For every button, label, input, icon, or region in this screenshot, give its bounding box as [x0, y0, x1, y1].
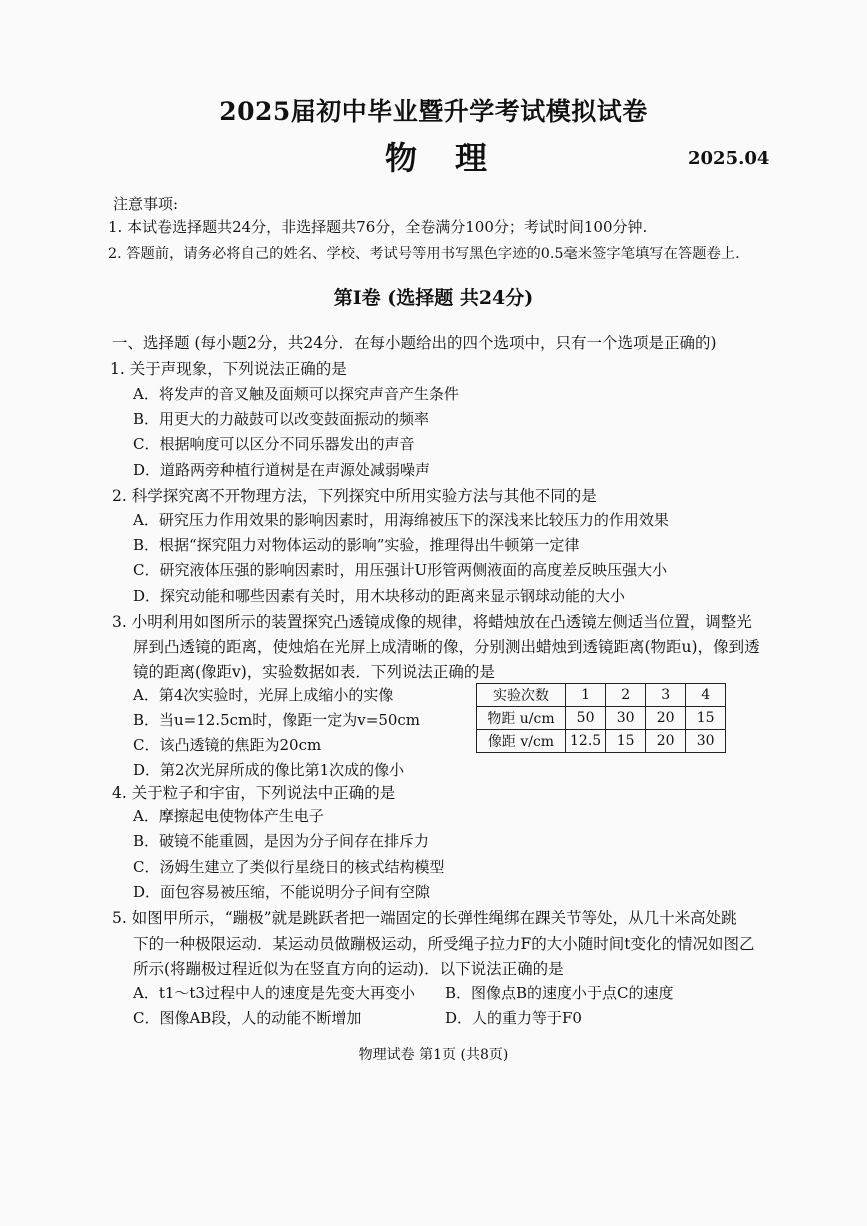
table-cell: 2 — [606, 684, 646, 707]
table-cell: 12.5 — [566, 730, 606, 753]
question-2-option: C．研究液体压强的影响因素时，用压强计U形管两侧液面的高度差反映压强大小 — [133, 561, 668, 579]
section-instruction: 一、选择题 (每小题2分，共24分．在每小题给出的四个选项中，只有一个选项是正确的) — [112, 334, 717, 352]
table-cell: 20 — [646, 730, 686, 753]
question-1-stem: 1. 关于声现象，下列说法正确的是 — [110, 360, 347, 378]
experiment-data-table — [476, 683, 726, 753]
question-1-option: D．道路两旁种植行道树是在声源处减弱噪声 — [133, 461, 431, 479]
table-cell: 15 — [686, 707, 726, 730]
exam-title: 2025届初中毕业暨升学考试模拟试卷 — [219, 97, 648, 126]
section-title: 第Ⅰ卷 (选择题 共24分) — [333, 287, 534, 309]
question-1-option: C．根据响度可以区分不同乐器发出的声音 — [133, 435, 415, 453]
table-cell: 4 — [686, 684, 726, 707]
question-1-option: A．将发声的音叉触及面颊可以探究声音产生条件 — [133, 385, 459, 403]
question-5-option: C．图像AB段，人的动能不断增加 — [133, 1009, 362, 1027]
question-5-stem: 5. 如图甲所示，“蹦极”就是跳跃者把一端固定的长弹性绳绑在踝关节等处，从几十米高处跳 — [112, 909, 737, 927]
table-cell: 15 — [606, 730, 646, 753]
table-cell: 像距 v/cm — [477, 730, 566, 753]
table-header-row — [477, 684, 726, 707]
question-4-stem: 4. 关于粒子和宇宙，下列说法中正确的是 — [112, 784, 396, 802]
question-2-option: A．研究压力作用效果的影响因素时，用海绵被压下的深浅来比较压力的作用效果 — [133, 511, 669, 529]
exam-date: 2025.04 — [688, 148, 770, 169]
question-4-option: D．面包容易被压缩，不能说明分子间有空隙 — [133, 883, 431, 901]
page-footer: 物理试卷 第1页 (共8页) — [358, 1047, 509, 1063]
question-4-option: B．破镜不能重圆，是因为分子间存在排斥力 — [133, 832, 430, 850]
question-3-option: B．当u=12.5cm时，像距一定为v=50cm — [133, 711, 421, 729]
question-2-stem: 2. 科学探究离不开物理方法，下列探究中所用实验方法与其他不同的是 — [112, 487, 597, 505]
question-4-option: A．摩擦起电使物体产生电子 — [133, 807, 324, 825]
question-5-stem: 下的一种极限运动．某运动员做蹦极运动，所受绳子拉力F的大小随时间t变化的情况如图乙 — [133, 935, 755, 953]
question-3-option: C．该凸透镜的焦距为20cm — [133, 736, 322, 754]
table-cell: 30 — [686, 730, 726, 753]
note-item: 1. 本试卷选择题共24分，非选择题共76分，全卷满分100分；考试时间100分钟. — [108, 218, 648, 236]
table-cell: 实验次数 — [477, 684, 566, 707]
note-item: 2. 答题前，请务必将自己的姓名、学校、考试号等用书写黑色字迹的0.5毫米签字笔填写在答题卷上. — [108, 246, 740, 262]
question-3-stem: 镜的距离(像距v)，实验数据如表．下列说法正确的是 — [133, 663, 495, 681]
question-4-option: C．汤姆生建立了类似行星绕日的核式结构模型 — [133, 858, 445, 876]
table-cell: 物距 u/cm — [477, 707, 566, 730]
table-cell: 50 — [566, 707, 606, 730]
question-5-option: A．t1～t3过程中人的速度是先变大再变小 — [133, 984, 415, 1002]
table-cell: 20 — [646, 707, 686, 730]
question-5-option: B．图像点B的速度小于点C的速度 — [445, 984, 674, 1002]
subject-title: 物理 — [385, 139, 526, 177]
table-cell: 3 — [646, 684, 686, 707]
question-2-option: B．根据“探究阻力对物体运动的影响”实验，推理得出牛顿第一定律 — [133, 536, 580, 554]
question-1-option: B．用更大的力敲鼓可以改变鼓面振动的频率 — [133, 410, 430, 428]
question-3-option: A．第4次实验时，光屏上成缩小的实像 — [133, 686, 394, 704]
question-3-stem: 屏到凸透镜的距离，使烛焰在光屏上成清晰的像，分别测出蜡烛到透镜距离(物距u)，像到透 — [133, 638, 760, 656]
notes-heading: 注意事项: — [113, 195, 179, 213]
question-5-option: D．人的重力等于F0 — [445, 1009, 582, 1027]
question-2-option: D．探究动能和哪些因素有关时，用木块移动的距离来显示钢球动能的大小 — [133, 587, 626, 605]
table-row — [477, 707, 726, 730]
table-row — [477, 730, 726, 753]
table-cell: 1 — [566, 684, 606, 707]
question-3-stem: 3. 小明利用如图所示的装置探究凸透镜成像的规律，将蜡烛放在凸透镜左侧适当位置，调整光 — [112, 613, 752, 631]
table-cell: 30 — [606, 707, 646, 730]
question-5-stem: 所示(将蹦极过程近似为在竖直方向的运动)．以下说法正确的是 — [133, 960, 564, 978]
question-3-option: D．第2次光屏所成的像比第1次成的像小 — [133, 761, 405, 779]
